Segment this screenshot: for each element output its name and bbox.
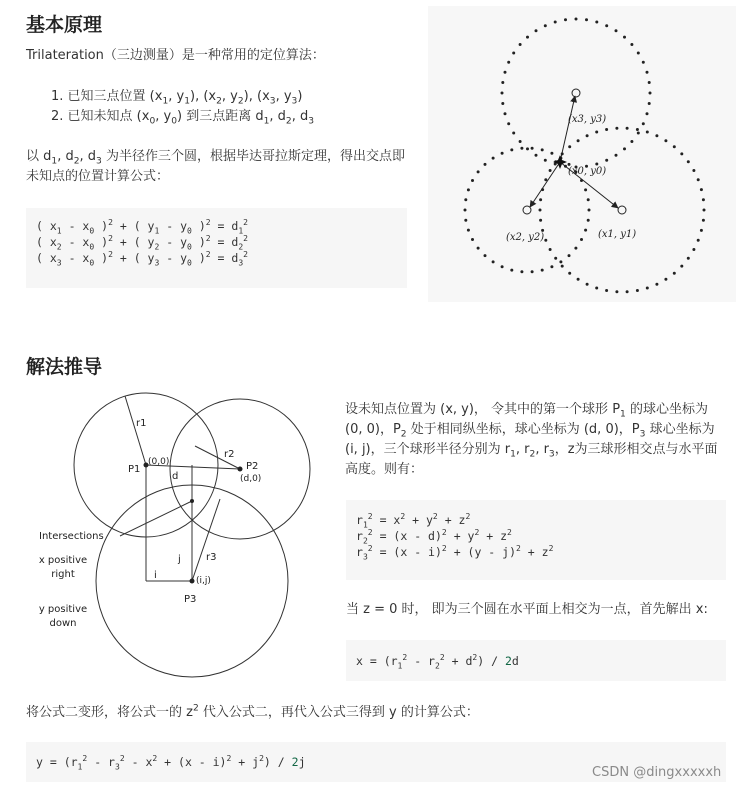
circle-dot	[673, 145, 676, 148]
circle-dot	[595, 21, 598, 24]
circle-dot	[595, 131, 598, 134]
label-p1: (x1, y1)	[598, 229, 637, 240]
circle-dot	[697, 178, 700, 181]
circle-dot	[587, 219, 590, 222]
circle-dot	[615, 154, 618, 157]
circle-dot	[467, 188, 470, 191]
circle-dot	[504, 71, 507, 74]
circle-dot	[501, 265, 504, 268]
circle-dot	[492, 157, 495, 160]
circle-dot	[648, 102, 651, 105]
circle-dot	[687, 160, 690, 163]
circle-dot	[520, 270, 523, 273]
label-r3: r3	[206, 552, 217, 563]
circle-dot	[673, 272, 676, 275]
circle-dot	[507, 122, 510, 125]
circle-dot	[464, 209, 467, 212]
spheres-diagram	[30, 388, 340, 684]
label-p1: P1	[128, 464, 141, 475]
circle-dot	[484, 254, 487, 257]
circle-dot	[615, 127, 618, 130]
equation-x-box	[346, 640, 726, 681]
circle-dot	[507, 61, 510, 64]
circle-dot	[535, 29, 538, 32]
equation-line: ( $x_2 - x_0$ )$^2$ + ( $y_2 - y_0$ )$^2 = d_2^2$	[36, 234, 249, 252]
csdn-watermark: CSDN @dingxxxxxh	[592, 765, 722, 780]
label-p0: (x0, y0)	[568, 166, 607, 177]
label-p3: P3	[184, 594, 197, 605]
circle-dot	[692, 248, 695, 251]
equation-line: $r_3^2 = (x - i)^2 + (y - j)^2 + z^2$	[356, 544, 554, 562]
circle-dot	[605, 159, 608, 162]
circle-dot	[692, 169, 695, 172]
circle-dot	[492, 260, 495, 263]
circle-dot	[512, 52, 515, 55]
circle-dot	[464, 219, 467, 222]
equation-line: ( $x_3 - x_0$ )$^2$ + ( $y_3 - y_0$ )$^2 = d_3^2$	[36, 250, 249, 268]
label-p3: (x3, y3)	[568, 114, 607, 125]
label-p3-coord: (i,j)	[196, 576, 211, 586]
circle-dot	[526, 147, 529, 150]
label-x-positive: x positive	[38, 555, 88, 566]
circle-dot	[477, 247, 480, 250]
circle-dot	[519, 43, 522, 46]
circle-dot	[588, 209, 591, 212]
label-d: d	[172, 471, 179, 482]
circle-dot	[550, 265, 553, 268]
label-p1-coord: (0,0)	[148, 457, 170, 467]
equation-line: $r_2^2 = (x - d)^2 + y^2 + z^2$	[356, 528, 512, 546]
point-p3	[190, 579, 195, 584]
circle-dot	[539, 209, 542, 212]
equation-block-2	[356, 512, 553, 560]
circle-dot	[702, 198, 705, 201]
circle-dot	[501, 102, 504, 105]
circle-dot	[703, 209, 706, 212]
circle-dot	[541, 269, 544, 272]
circle-dot	[512, 132, 515, 135]
circle-dot	[630, 43, 633, 46]
radius-r1	[125, 396, 146, 465]
circle-dot	[577, 278, 580, 281]
trilateration-figure	[428, 6, 736, 302]
circle-dot	[697, 239, 700, 242]
equations-box-1	[26, 208, 407, 288]
circle-dot	[471, 238, 474, 241]
z-zero-paragraph: 当 z = 0 时， 即为三个圆在水平面上相交为一点，首先解出 x:	[346, 602, 708, 617]
circle-dot	[501, 92, 504, 95]
point-p3-marker	[572, 89, 580, 97]
substitution-paragraph: 将公式二变形，将公式一的 $z^2$ 代入公式二，再代入公式三得到 y 的计算公式：	[26, 703, 479, 720]
label-x-right: right	[51, 569, 75, 580]
list-item: 2. 已知未知点 ($x_0$, $y_0$) 到三点距离 $d_1$, $d_2$, $d_3$	[51, 109, 315, 127]
label-r1: r1	[136, 418, 147, 429]
circle-dot	[574, 247, 577, 250]
circle-dot	[623, 147, 626, 150]
circle-dot	[559, 260, 562, 263]
circle-dot	[646, 71, 649, 74]
label-p2: P2	[246, 461, 259, 472]
circle-dot	[464, 198, 467, 201]
circle-dot	[646, 112, 649, 115]
intersection-point	[190, 499, 194, 503]
circle-dot	[626, 290, 629, 293]
circle-dot	[615, 29, 618, 32]
circle-dot	[605, 289, 608, 292]
circle-dot	[626, 127, 629, 130]
equation-line: $r_1^2 = x^2 + y^2 + z^2$	[356, 512, 471, 530]
circle-dot	[531, 147, 534, 150]
section-title-basic-principle: 基本原理	[26, 14, 103, 36]
circle-dot	[577, 139, 580, 142]
circle-dot	[700, 229, 703, 232]
circle-dot	[568, 254, 571, 257]
trilateration-diagram	[428, 6, 736, 302]
equation-y: $y = (r_1^2 - r_3^2 - x^2 + (x - i)^2 + j^2) / 2j$	[36, 754, 306, 772]
circle-dot	[564, 18, 567, 21]
circle-dot	[584, 188, 587, 191]
circle-dot	[554, 21, 557, 24]
circle-dot	[477, 170, 480, 173]
circle-dot	[535, 154, 538, 157]
circle-dot	[501, 81, 504, 84]
circle-dot	[484, 163, 487, 166]
equation-block-1	[36, 218, 248, 266]
label-p2: (x2, y2)	[506, 232, 545, 243]
circle-dot	[636, 128, 639, 131]
radius-paragraph: 以 $d_1$, $d_2$, $d_3$ 为半径作三个圆，根据毕达哥拉斯定理，得出交点即未知点的位置计算公式：	[26, 149, 405, 184]
intro-text	[26, 46, 416, 66]
intersections-pointer	[120, 501, 192, 536]
circle-dot	[544, 159, 547, 162]
circle-dot	[526, 36, 529, 39]
circle-dot	[655, 134, 658, 137]
circle-dot	[687, 257, 690, 260]
circle-dot	[510, 269, 513, 272]
circle-dot	[615, 290, 618, 293]
circle-dot	[595, 287, 598, 290]
circle-dot	[550, 152, 553, 155]
arrow-to-p3	[560, 96, 575, 162]
circle-dot	[580, 238, 583, 241]
circle-dot	[561, 265, 564, 268]
label-y-positive: y positive	[38, 604, 88, 615]
circle-dot	[549, 169, 552, 172]
circle-dot	[549, 248, 552, 251]
label-y-down: down	[49, 618, 77, 629]
circle-dot	[702, 219, 705, 222]
radius-r3	[192, 499, 220, 581]
setup-paragraph: 设未知点位置为 (x, y)， 令其中的第一个球形 $P_1$ 的球心坐标为 (0, 0)，$P_2$ 处于相同纵坐标，球心坐标为 (d, 0)，$P_3$ 球心坐标为 (i, j)，三个球形半径分别为 $r_1$, $r_2$, $r_3$，z为三球形相交点与水平面高度。则有：	[345, 402, 718, 477]
circle-dot	[544, 24, 547, 27]
circle-dot	[648, 81, 651, 84]
point-p2-marker	[523, 206, 531, 214]
circle-dot	[649, 92, 652, 95]
circle-dot	[471, 179, 474, 182]
circle-dot	[646, 287, 649, 290]
label-p2-coord: (d,0)	[240, 474, 262, 484]
point-p2	[238, 467, 243, 472]
equations-box-2	[346, 500, 726, 580]
circle-dot	[637, 132, 640, 135]
circle-dot	[655, 283, 658, 286]
circle-dot	[585, 18, 588, 21]
circle-dot	[531, 270, 534, 273]
circle-dot	[575, 18, 578, 21]
circle-dot	[519, 140, 522, 143]
circle-dot	[700, 188, 703, 191]
section-title-derivation: 解法推导	[26, 356, 103, 378]
circle-dot	[568, 272, 571, 275]
circle-dot	[642, 122, 645, 125]
arrow-to-p2	[530, 162, 560, 207]
circle-dot	[586, 283, 589, 286]
circle-dot	[623, 36, 626, 39]
circle-dot	[544, 239, 547, 242]
intro-text-inner: Trilateration（三边测量）是一种常用的定位算法：	[26, 48, 325, 63]
circle-dot	[605, 128, 608, 131]
spheres-figure	[30, 388, 340, 684]
label-r2: r2	[224, 449, 235, 460]
list-item: 1. 已知三点位置 ($x_1$, $y_1$), ($x_2$, $y_2$), ($x_3$, $y_3$)	[51, 89, 303, 107]
circle-dot	[501, 152, 504, 155]
list-item-number: 1.	[51, 89, 64, 104]
circle-dot	[664, 278, 667, 281]
circle-dot	[554, 257, 557, 260]
circle-dot	[467, 229, 470, 232]
circle-dot	[642, 61, 645, 64]
circle-dot	[680, 265, 683, 268]
circle-dot	[539, 219, 542, 222]
circle-dot	[637, 52, 640, 55]
list-item-number: 2.	[51, 109, 64, 124]
circle-dot	[646, 131, 649, 134]
dotted-circles	[464, 18, 706, 294]
circle-dot	[664, 139, 667, 142]
circle-dot	[605, 24, 608, 27]
label-i: i	[154, 570, 157, 581]
circle-dot	[584, 229, 587, 232]
circle-dot	[520, 147, 523, 150]
equation-line: ( $x_1 - x_0$ )$^2$ + ( $y_1 - y_0$ )$^2 = d_1^2$	[36, 218, 249, 236]
label-j: j	[178, 554, 181, 565]
circle-dot	[541, 148, 544, 151]
equation-x: $x = (r_1^2 - r_2^2 + d^2) / 2d$	[356, 653, 519, 671]
point-p1-marker	[618, 206, 626, 214]
circle-dot	[504, 112, 507, 115]
circle-dot	[539, 198, 542, 201]
label-intersections: Intersections	[39, 531, 104, 542]
circle-dot	[568, 145, 571, 148]
circle-dot	[587, 198, 590, 201]
known-list	[51, 87, 421, 127]
circle-dot	[636, 289, 639, 292]
circle-dot	[510, 148, 513, 151]
circle-dot	[630, 140, 633, 143]
circle-dot	[680, 152, 683, 155]
circle-dot	[586, 134, 589, 137]
